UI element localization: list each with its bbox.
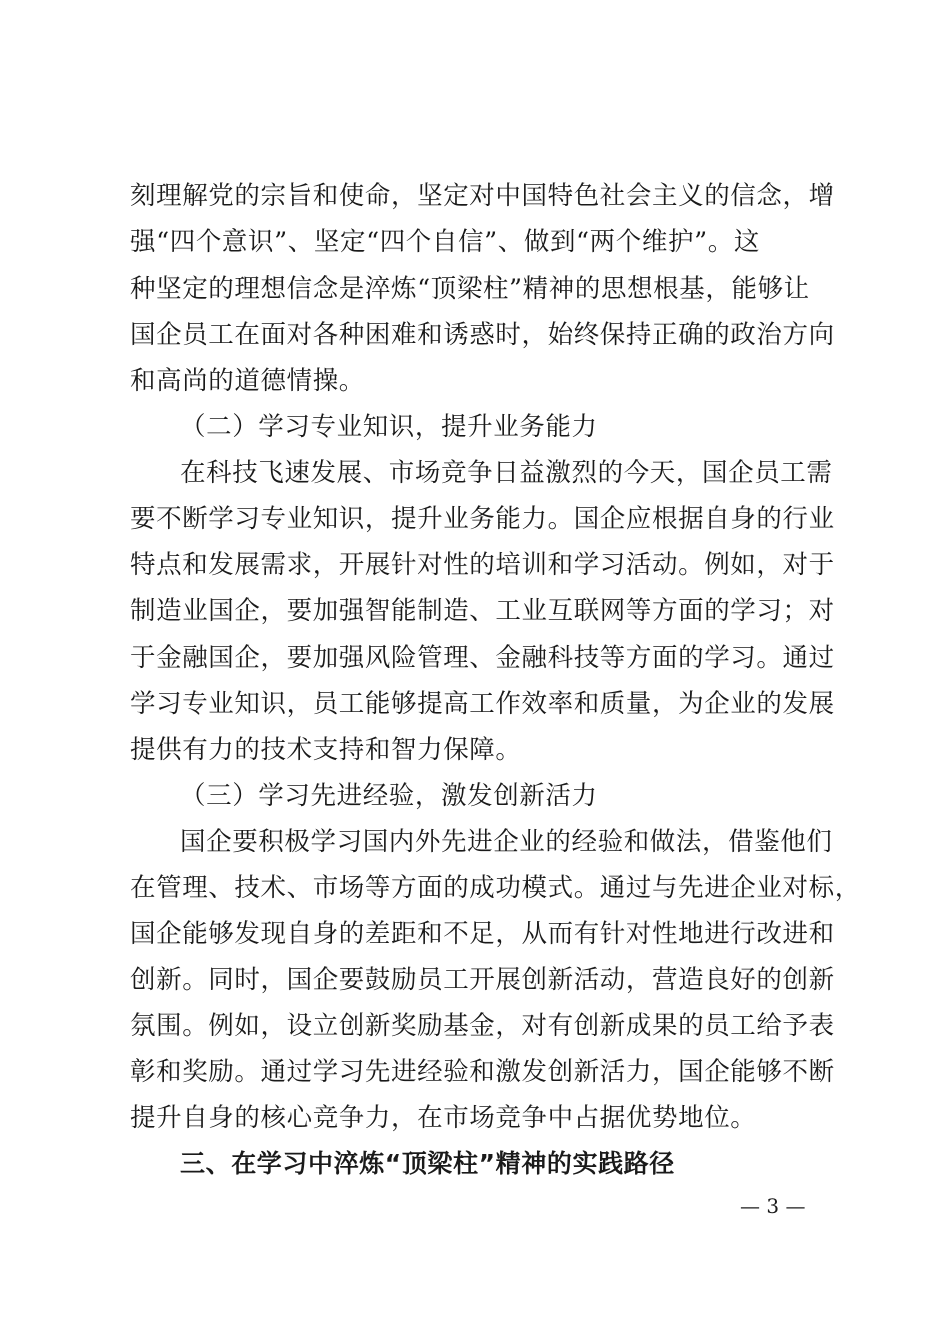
page-number: — 3 — [740, 1194, 806, 1218]
subheading-3: （三）学习先进经验，激发创新活力 [180, 781, 598, 811]
paragraph-line: 创新。同时，国企要鼓励员工开展创新活动，营造良好的创新 [130, 965, 835, 995]
paragraph-line: 种坚定的理想信念是淬炼“顶梁柱”精神的思想根基，能够让 [130, 274, 810, 304]
subheading-2: （二）学习专业知识，提升业务能力 [180, 412, 598, 442]
paragraph-line: 特点和发展需求，开展针对性的培训和学习活动。例如，对于 [130, 550, 835, 580]
paragraph-line: 氛围。例如，设立创新奖励基金，对有创新成果的员工给予表 [130, 1011, 835, 1041]
paragraph-line: 和高尚的道德情操。 [130, 366, 365, 396]
section-title: 三、在学习中淬炼“顶梁柱”精神的实践路径 [180, 1149, 675, 1178]
paragraph-line: 提升自身的核心竞争力，在市场竞争中占据优势地位。 [130, 1103, 757, 1133]
paragraph-line: 制造业国企，要加强智能制造、工业互联网等方面的学习；对 [130, 596, 835, 626]
paragraph-line: 彰和奖励。通过学习先进经验和激发创新活力，国企能够不断 [130, 1057, 835, 1087]
paragraph-line: 刻理解党的宗旨和使命，坚定对中国特色社会主义的信念，增 [130, 181, 835, 211]
paragraph-line: 国企能够发现自身的差距和不足，从而有针对性地进行改进和 [130, 919, 835, 949]
paragraph-line: 国企要积极学习国内外先进企业的经验和做法，借鉴他们 [180, 827, 833, 857]
paragraph-line: 要不断学习专业知识，提升业务能力。国企应根据自身的行业 [130, 504, 835, 534]
paragraph-line: 学习专业知识，员工能够提高工作效率和质量，为企业的发展 [130, 689, 835, 719]
paragraph-line: 国企员工在面对各种困难和诱惑时，始终保持正确的政治方向 [130, 320, 835, 350]
paragraph-line: 在管理、技术、市场等方面的成功模式。通过与先进企业对标， [130, 873, 861, 903]
paragraph-line: 于金融国企，要加强风险管理、金融科技等方面的学习。通过 [130, 643, 835, 673]
paragraph-line: 强“四个意识”、坚定“四个自信”、做到“两个维护”。这 [130, 227, 760, 257]
paragraph-line: 提供有力的技术支持和智力保障。 [130, 735, 522, 765]
paragraph-line: 在科技飞速发展、市场竞争日益激烈的今天，国企员工需 [180, 458, 833, 488]
